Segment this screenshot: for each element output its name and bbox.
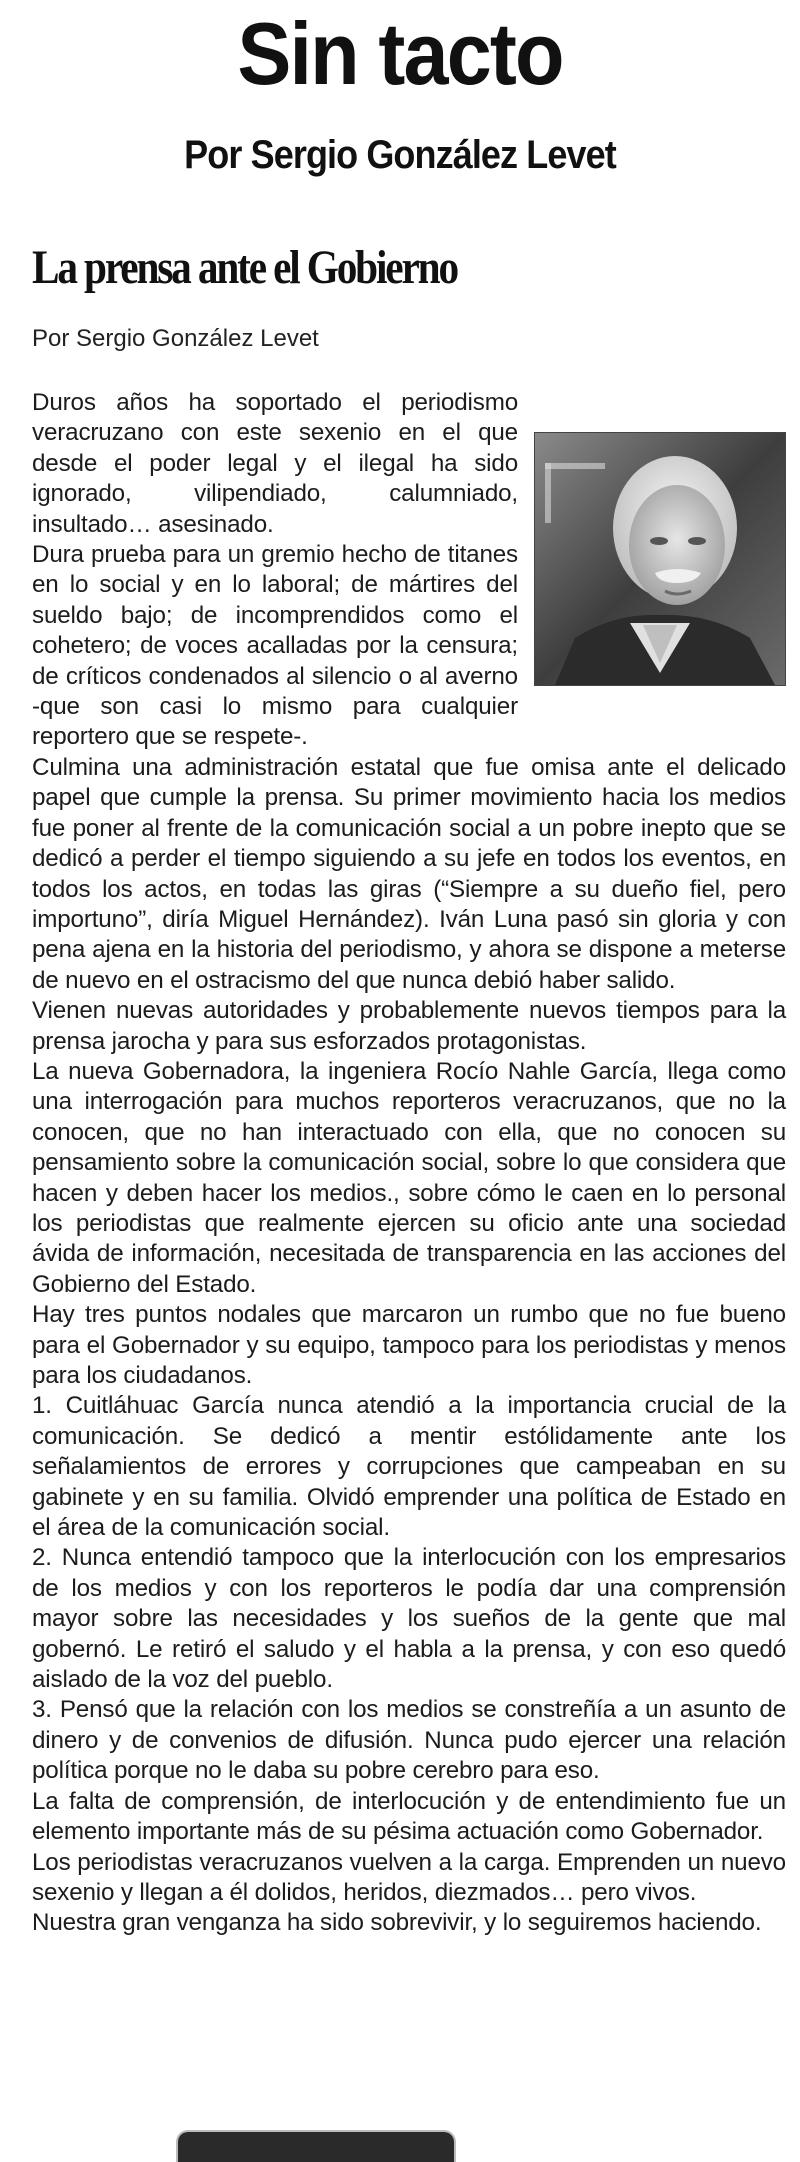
article-paragraph-3: Culmina una administración estatal que fue omisa ante el delicado papel que cumple la prensa. Su primer movimiento hacia los medios fue poner al frente de la comunicación social a un pobre inepto que se dedicó a perder el tiempo siguiendo a su jefe en todos los eventos, en todos los actos, en todas las giras (“Siempre a su dueño fiel, pero importuno”, diría Miguel Hernández). Iván Luna pasó sin gloria y con pena ajena en la historia del periodismo, y ahora se dispone a meterse de nuevo en el ostracismo del que nunca debió haber salido.: [32, 753, 786, 994]
article-paragraph-1: Duros años ha soportado el periodismo veracruzano con este sexenio en el que desde el poder legal y el ilegal ha sido ignorado, vilipendiado, calumniado, insultado… asesinado.: [32, 389, 518, 538]
article-paragraph-9: 3. Pensó que la relación con los medios se constreñía a un asunto de dinero y de convenios de difusión. Nunca pudo ejercer una relación política porque no le daba su pobre cerebro para eso.: [32, 1696, 786, 1785]
article-paragraph-10: La falta de comprensión, de interlocución y de entendimiento fue un elemento importante más de su pésima actuación como Gobernador.: [32, 1787, 786, 1846]
article-byline: Por Sergio González Levet: [32, 325, 319, 352]
article-paragraph-12: Nuestra gran venganza ha sido sobrevivir, y lo seguiremos haciendo.: [32, 1909, 762, 1937]
column-title: Sin tacto: [237, 4, 563, 103]
author-portrait-image: [535, 433, 785, 685]
author-photo: [534, 432, 786, 686]
bottom-decorative-tab: [176, 2130, 456, 2162]
article-paragraph-11: Los periodistas veracruzanos vuelven a la carga. Emprenden un nuevo sexenio y llegan a él dolidos, heridos, diezmados… pero vivos.: [32, 1848, 786, 1906]
article-headline: La prensa ante el Gobierno: [32, 241, 457, 294]
article-paragraph-2: Dura prueba para un gremio hecho de titanes en lo social y en lo laboral; de mártires del sueldo bajo; de incomprendidos como el cohetero; de voces acalladas por la censura; de críticos condenados al silencio o al averno -que son casi lo mismo para cualquier reportero que se respete-.: [32, 541, 518, 751]
article-paragraph-5: La nueva Gobernadora, la ingeniera Rocío Nahle García, llega como una interrogación para muchos reporteros veracruzanos, que no la conocen, que no han interactuado con ella, que no conocen su pensamiento sobre la comunicación social, sobre lo que considera que hacen y deben hacer los medios., sobre cómo le caen en lo personal los periodistas que realmente ejercen su oficio ante una sociedad ávida de información, necesitada de transparencia en las acciones del Gobierno del Estado.: [32, 1057, 786, 1298]
article-paragraph-6: Hay tres puntos nodales que marcaron un rumbo que no fue bueno para el Gobernador y su equipo, tampoco para los periodistas y menos para los ciudadanos.: [32, 1301, 786, 1389]
article-paragraph-4: Vienen nuevas autoridades y probablemente nuevos tiempos para la prensa jarocha y para sus esforzados protagonistas.: [32, 997, 786, 1055]
article-paragraph-7: 1. Cuitláhuac García nunca atendió a la importancia crucial de la comunicación. Se dedicó a mentir estólidamente ante los señalamientos de errores y corrupciones que campeaban en su gabinete y en su familia. Olvidó emprender una política de Estado en el área de la comunicación social.: [32, 1392, 786, 1542]
article-paragraph-8: 2. Nunca entendió tampoco que la interlocución con los empresarios de los medios y con los reporteros le podía dar una comprensión mayor sobre las necesidades y los sueños de la gente que mal gobernó. Le retiró el saludo y el habla a la prensa, y con eso quedó aislado de la voz del pueblo.: [32, 1544, 786, 1694]
article-body: [32, 388, 786, 1939]
column-byline: Por Sergio González Levet: [184, 133, 616, 177]
